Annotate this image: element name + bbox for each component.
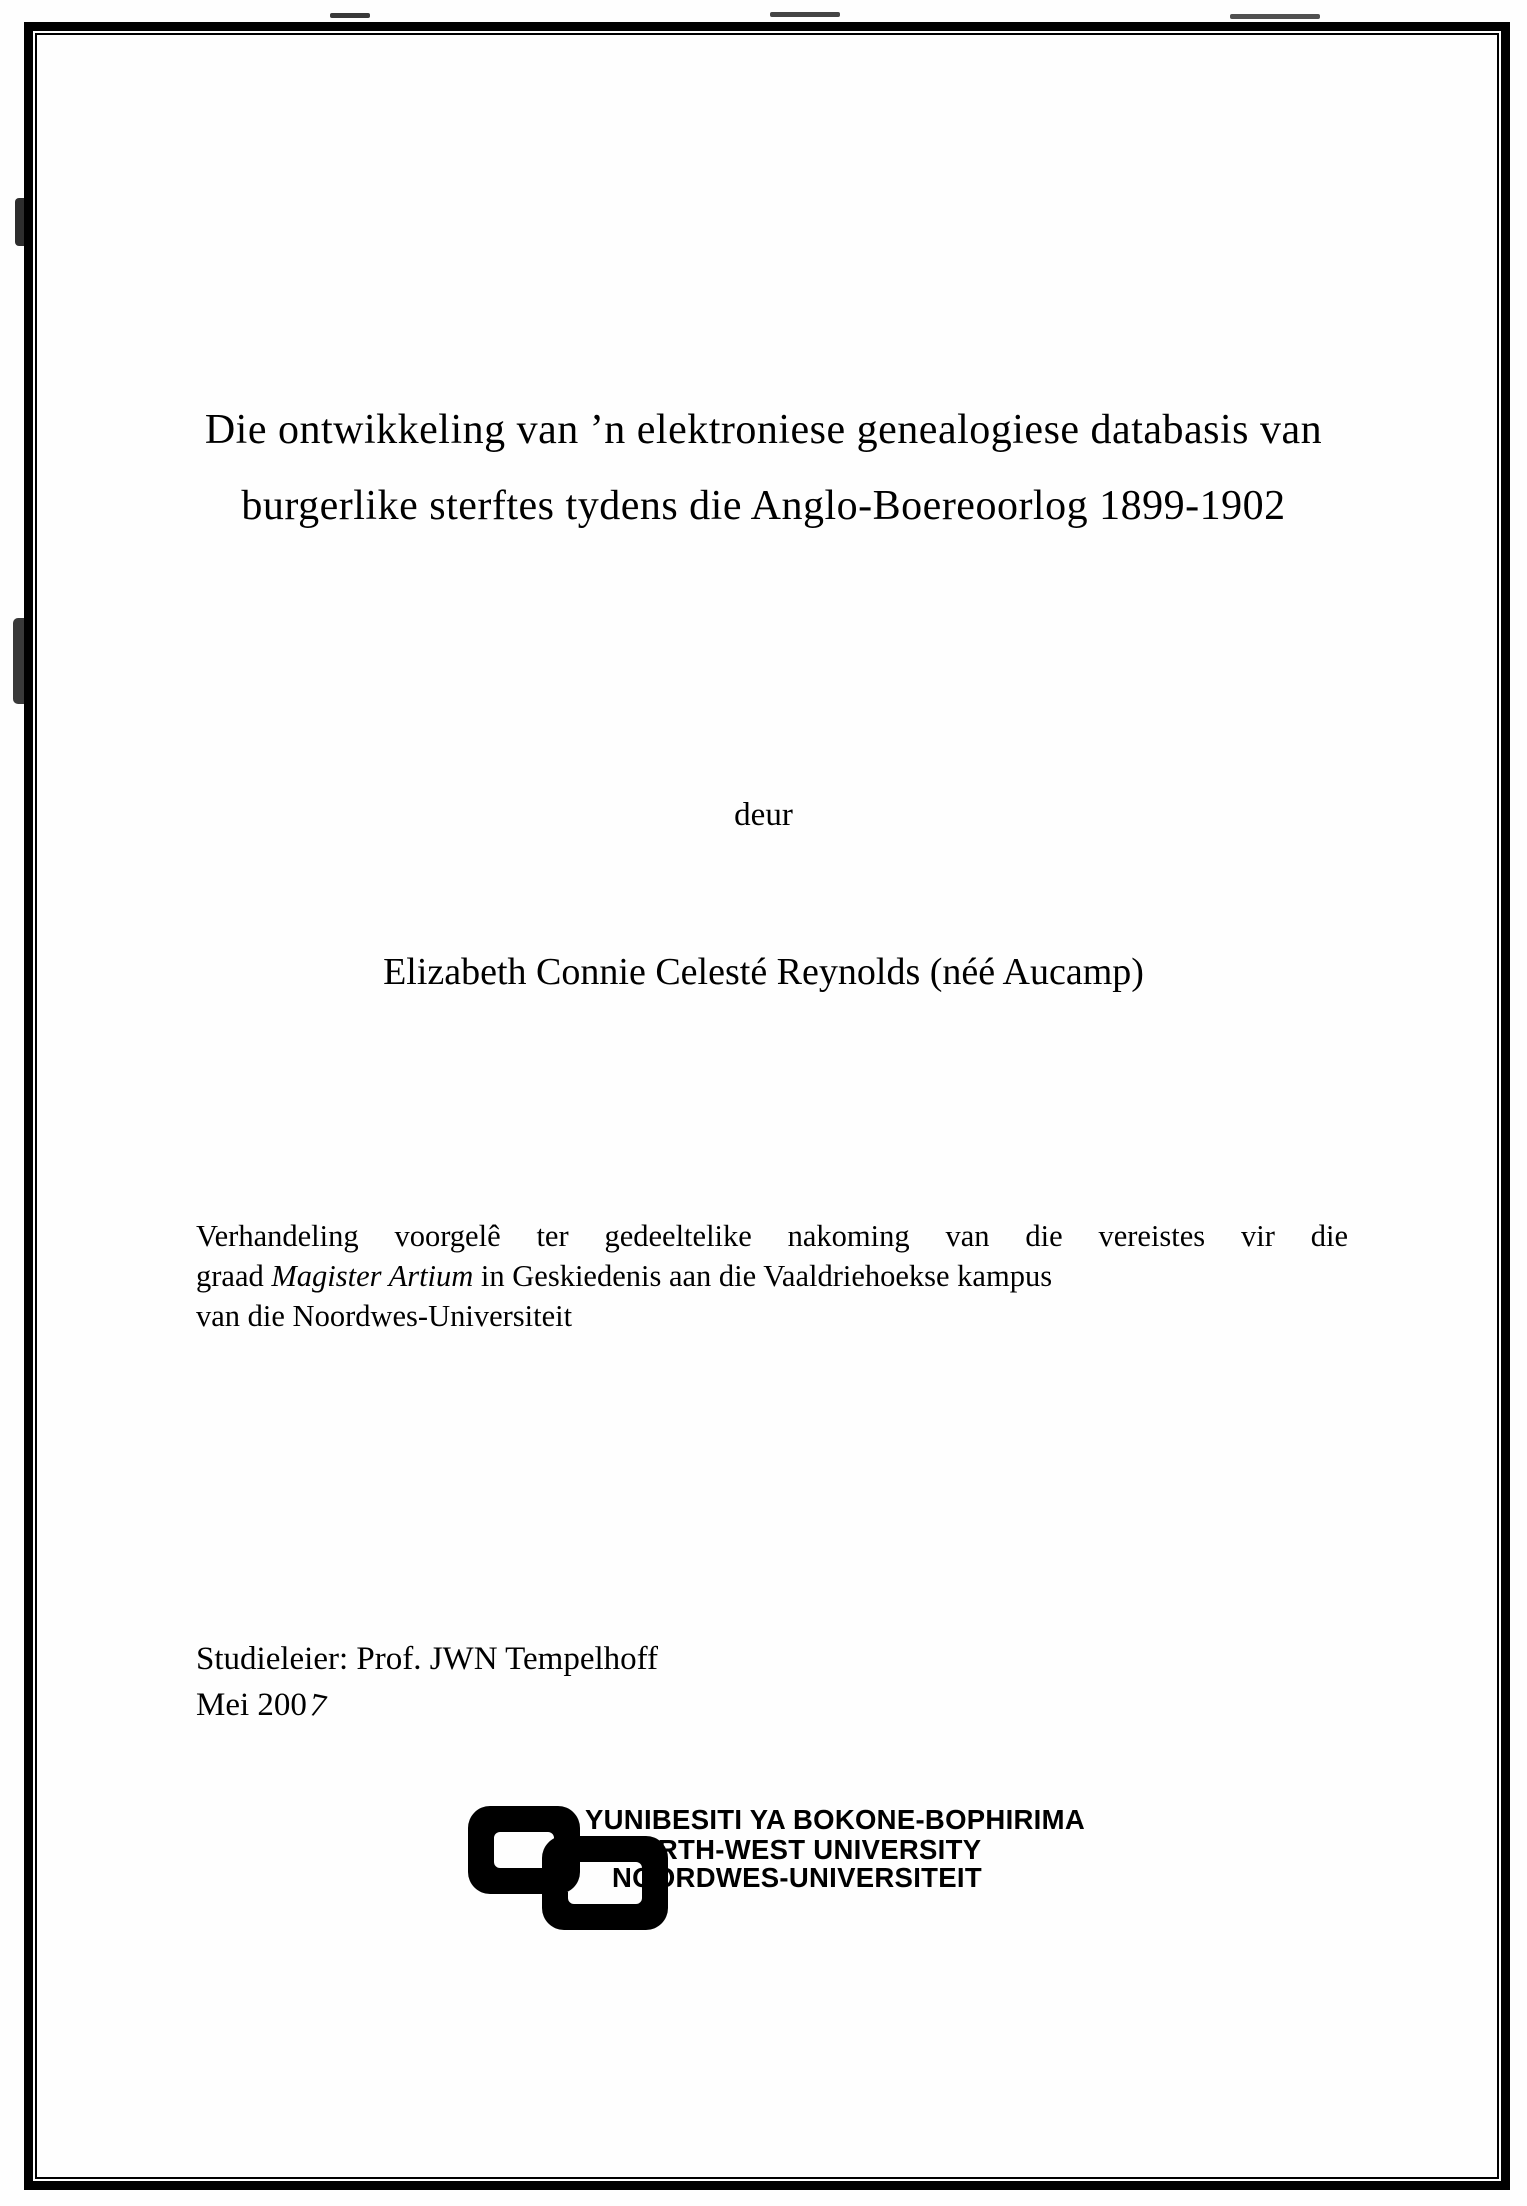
thesis-title	[90, 392, 1437, 544]
scan-artifact	[770, 12, 840, 17]
degree-statement-line-1: Verhandeling voorgelê ter gedeeltelike nakoming van die vereistes vir die	[196, 1219, 1348, 1253]
thesis-title-line-2: burgerlike sterftes tydens die Anglo-Boereoorlog 1899-1902	[241, 483, 1286, 529]
date-prefix: Mei 200	[196, 1687, 307, 1723]
degree-statement-line-2-prefix: graad	[196, 1259, 272, 1293]
date-line	[196, 1682, 658, 1728]
degree-statement	[196, 1216, 1348, 1336]
logo-text-setswana: YUNIBESITI YA BOKONE-BOPHIRIMA	[585, 1804, 1085, 1835]
scan-artifact	[1230, 14, 1320, 19]
thesis-title-line-1: Die ontwikkeling van ’n elektroniese genealogiese databasis van	[204, 407, 1323, 453]
degree-statement-line-2-suffix: in Geskiedenis aan die Vaaldriehoekse kampus	[473, 1259, 1053, 1293]
date-last-digit: 7	[306, 1686, 330, 1726]
byline-deur: deur	[734, 797, 793, 833]
supervisor-block	[196, 1636, 658, 1728]
supervisor-line: Studieleier: Prof. JWN Tempelhoff	[196, 1641, 659, 1677]
logo-text-english: NORTH-WEST UNIVERSITY	[616, 1834, 982, 1865]
scan-artifact	[330, 13, 370, 18]
logo-text-afrikaans: NOORDWES-UNIVERSITEIT	[612, 1862, 982, 1893]
degree-statement-line-3: van die Noordwes-Universiteit	[196, 1299, 573, 1333]
degree-name-italic: Magister Artium	[271, 1259, 474, 1293]
author-name: Elizabeth Connie Celesté Reynolds (néé Aucamp)	[383, 951, 1144, 993]
degree-statement-line-2	[196, 1256, 1348, 1296]
